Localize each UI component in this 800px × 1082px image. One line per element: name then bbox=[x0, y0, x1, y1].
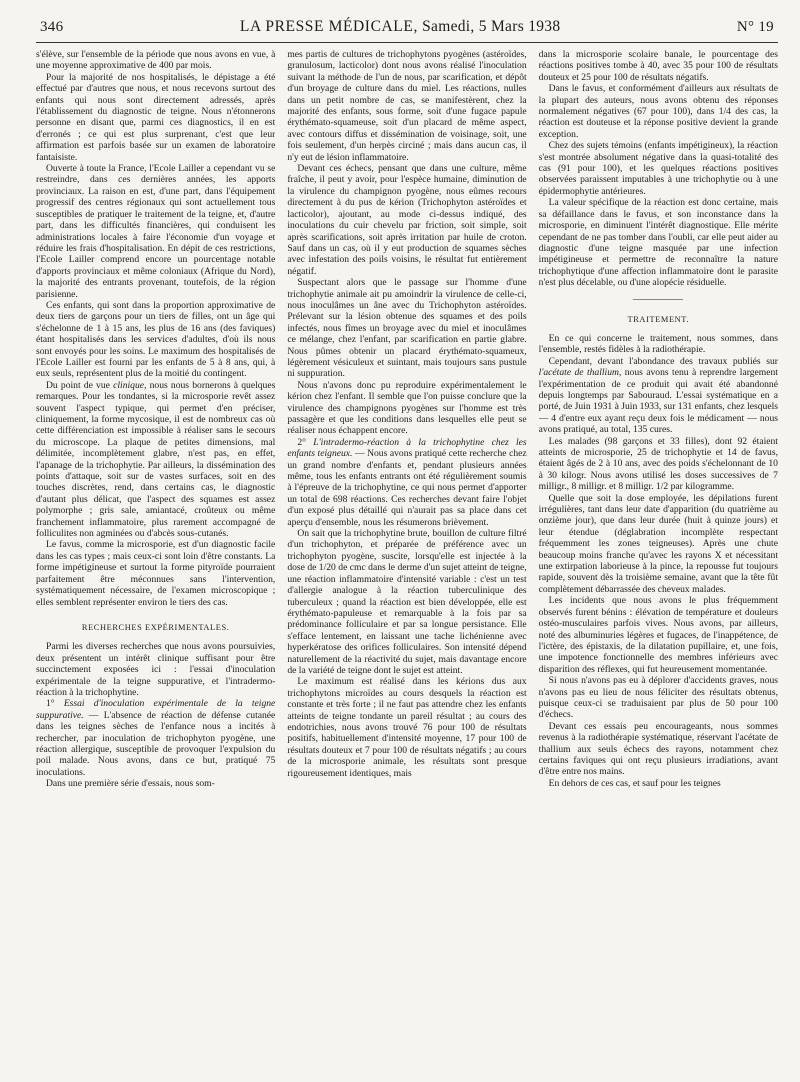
paragraph: On sait que la trichophytine brute, bouillon de culture filtré d'un trichophyton, et préparée de préférence avec un trichophyton pyogène, suscite, lorsqu'elle est injectée à la dose de 1/20 de cmc dans le derme d'un sujet atteint de teigne, une réaction inflammatoire d'intensité variable : c'est un test d'allergie analogue à la réaction tuberculinique des tuberculeux ; quand la réaction est bien développée, elle est érythémato-papuleuse et remarquable à la fois par sa prédominance folliculaire et par sa longue persistance. Elle s'efface lentement, en laissant une tache lichénienne avec hyperkératose des orifices folliculaires. Son intensité dépend naturellement de la réactivité du sujet, mais davantage encore de la variété de teigne dont le sujet est atteint. bbox=[287, 528, 527, 676]
item-number: 1° bbox=[46, 698, 64, 710]
paragraph: Chez des sujets témoins (enfants impétigineux), la réaction s'est montrée absolument négative dans la quasi-totalité des cas (91 pour 100), et les quelques réactions positives observées paraissent imputables à une trichophytie ou à une épidermophytie antérieures. bbox=[538, 140, 778, 197]
journal-title bbox=[240, 18, 561, 36]
paragraph: Les malades (98 garçons et 33 filles), dont 92 étaient atteints de microsporie, 25 de trichophytie et 14 de favus, étaient âgés de 2 à 10 ans, avec des poids s'échelonnant de 10 à 30 kilogr. Nous avons utilisé les doses successives de 7 milligr., 8 milligr. et 8 milligr. 1/2 par kilogramme. bbox=[538, 435, 778, 493]
item-number: 2° bbox=[297, 436, 314, 448]
paragraph: dans la microsporie scolaire banale, le pourcentage des réactions positives tombe à 40, avec 35 pour 100 de résultats douteux et 25 pour 100 de résultats négatifs. bbox=[538, 49, 778, 83]
paragraph: Pour la majorité de nos hospitalisés, le dépistage a été effectué par d'autres que nous, et nous recevons surtout des enfants qui nous sont directement adressés, après l'établissement du diagnostic de teigne. Nous n'étonnerons personne en disant que, parmi ces diagnostics, il en est d'erronés ; ce qui est plus surprenant, c'est que leur affirmation est parfois basée sur un examen de laboratoire fantaisiste. bbox=[36, 71, 276, 163]
paragraph: Devant ces essais peu encourageants, nous sommes revenus à la radiothérapie systématique, réservant l'acétate de thallium aux seuls échecs des rayons, notamment chez certains faviques qui ont reçu plusieurs irradiations, avant d'être entre nos mains. bbox=[538, 720, 778, 778]
paragraph: Le maximum est réalisé dans les kérions dus aux trichophytons microïdes au cours desquels la réaction est constante et très forte ; il ne faut pas attendre chez les enfants atteints de teigne tondante un pareil résultat ; au cours des endotrichies, nous avons trouvé 76 pour 100 de résultats positifs, habituellement d'intensité moyenne, 17 pour 100 de résultats douteux et 7 pour 100 de résultats négatifs ; au cours de la microsporie animale, les résultats sont presque rigoureusement identiques, mais bbox=[287, 676, 527, 779]
emphasis: clinique bbox=[113, 379, 145, 391]
paragraph: s'élève, sur l'ensemble de la période que nous avons en vue, à une moyenne approximative de 400 par mois. bbox=[36, 49, 276, 72]
issue-date: Samedi, 5 Mars 1938 bbox=[422, 18, 561, 35]
section-divider bbox=[633, 299, 683, 300]
issue-number: N° 19 bbox=[736, 19, 774, 35]
paragraph: Dans le favus, et conformément d'ailleurs aux résultats de la plupart des auteurs, nous avons obtenu des réponses normalement négatives (67 pour 100), dans 1/4 des cas, la réaction est douteuse et la réponse positive devient la grande exception. bbox=[538, 83, 778, 140]
subsection-title: L'intradermo-réaction à la trichophytine chez les enfants teigneux. bbox=[287, 436, 527, 460]
section-heading: RECHERCHES EXPÉRIMENTALES. bbox=[81, 622, 230, 632]
text-run: Du point de vue bbox=[46, 379, 114, 391]
page-header bbox=[36, 18, 778, 43]
paragraph: En ce qui concerne le traitement, nous sommes, dans l'ensemble, restés fidèles à la radiothérapie. bbox=[538, 332, 778, 356]
paragraph: Suspectant alors que le passage sur l'homme d'une trichophytie animale ait pu amoindrir la virulence de celle-ci, nous inoculâmes un âne avec du Trichophyton astéroïdes. Prélevant sur la lésion obtenue des squames et des poils infectés, nous fîmes un broyage avec du miel et inoculâmes ce mélange, chez l'enfant, par scarification en partie glabre. Nous pûmes obtenir un placard érythémato-squameux, légèrement vésiculeux et suintant, mais toujours sans pustule ni suppuration. bbox=[287, 277, 527, 380]
paragraph: Dans une première série d'essais, nous som- bbox=[46, 778, 215, 790]
subsection-title: Essai d'inoculation expérimentale de la teigne suppurative. bbox=[36, 698, 276, 721]
page-number: 346 bbox=[40, 19, 64, 35]
text-run: , nous nous bornerons à quelques remarques. Pour les tondantes, si la microsporie revêt assez souvent l'aspect typique, qui permet d'en préciser, cliniquement, la forme mycosique, il est de nombreux cas où cette différenciation est impossible à réaliser sans le secours du microscope. La plaque de petites dimensions, mal délimitée, incomplètement glabre, n'est pas, en effet, l'apanage de la trichophytie. Par ailleurs, la dissémination des points d'attaque, soit sur de vastes surfaces, soit en des touches discrètes, rend, dans certains cas, le diagnostic d'autant plus délicat, que l'aspect des squames est assez polymorphe ; gris sale, amiantacé, croûteux ou même franchement inflammatoire, plus rarement accompagné de folliculites non agminées ou d'abcès sous-cutanés. bbox=[36, 379, 276, 540]
paragraph: Le favus, comme la microsporie, est d'un diagnostic facile dans les cas types ; mais ceux-ci sont loin d'être constants. La forme impétigineuse et surtout la forme pityroïde pourraient parfaitement être méconnues sans l'intervention, systématiquement nécessaire, de l'examen microscopique ; elles semblent représenter environ le tiers des cas. bbox=[36, 539, 276, 608]
paragraph: mes partis de cultures de trichophytons pyogènes (astéroïdes, granulosum, lacticolor) dont nous avons réalisé l'inoculation suivant la méthode de l'un de nous, par scarification, et dépôt d'un broyage de culture dans du miel. Les réactions, nulles dans un petit nombre de cas, se manifestèrent, chez la majorité des enfants, sous forme, soit d'une fugace papule érythémato-squameuse, soit d'un placard de même aspect, avec contours diffus et dissémination de voisinage, soit, une fois seulement, d'un herpès circiné ; mais dans aucun cas, il n'y eut de lésion inflammatoire. bbox=[287, 49, 527, 163]
column-2 bbox=[287, 49, 526, 1079]
article-columns bbox=[36, 49, 778, 1079]
paragraph: La valeur spécifique de la réaction est donc certaine, mais sa défaillance dans le favus, et son inconstance dans la microsporie, en diminuent l'intérêt diagnostique. Elle mérite cependant de ne pas tomber dans l'oubli, car elle peut aider au diagnostic d'une teigne masquée par une infection impétigineuse et permettre de reconnaître la nature trichophytique d'une affection inflammatoire dont le parasite n'est plus décelable, ou d'une alopécie résiduelle. bbox=[538, 197, 778, 289]
paragraph: Nous n'avons donc pu reproduire expérimentalement le kérion chez l'enfant. Il semble que l'on puisse conclure que la virulence des champignons pyogènes sur l'homme est très passagère et que les conditions dans lesquelles elle peut se réaliser nous échappent encore. bbox=[287, 379, 527, 437]
journal-name: LA PRESSE MÉDICALE, bbox=[239, 18, 418, 35]
paragraph bbox=[36, 698, 275, 778]
column-3 bbox=[539, 49, 778, 1079]
paragraph bbox=[287, 437, 526, 528]
text-run: — Nous avons pratiqué cette recherche chez un grand nombre d'enfants et, pendant plusieurs années même, tous les enfants entrants ont été régulièrement soumis à l'épreuve de la trichophytine, ce qui nous permet d'apporter un total de 698 réactions. Ces recherches devant faire l'objet d'un exposé plus détaillé qui n'aurait pas sa place dans cet aperçu d'ensemble, nous les résumerons brièvement. bbox=[287, 448, 527, 528]
paragraph: Devant ces échecs, pensant que dans une culture, même fraîche, il peut y avoir, pour l'espèce humaine, diminution de la virulence du champignon pyogène, nous eûmes recours directement à du pus de kérion (Trichophyton astéroïdes et lacticolor), ajoutant, au mode ci-dessus indiqué, des inoculations du cuir chevelu par friction, soit simple, soit après scarifications, soit après irritation par huile de croton. Sauf dans un cas, où il y eut production de squames sèches avec infestation des poils voisins, le résultat fut entièrement négatif. bbox=[287, 163, 527, 277]
text-run: — L'absence de réaction de défense cutanée dans les teignes sèches de l'enfance nous a incités à rechercher, par inoculation de trichophyton pyogène, une réaction allergique, susceptible de provoquer l'expulsion du poil malade. Nous avons, dans ce but, pratiqué 75 inoculations. bbox=[36, 709, 276, 778]
paragraph: Les incidents que nous avons le plus fréquemment observés furent bénins : élévation de température et douleurs ostéo-musculaires parfois vives. Nous avons, par ailleurs, noté des albuminuries légères et fugaces, de l'inappétence, de l'ictère, des épistaxis, de la dilatation pupillaire, et, une fois, une impotence fonctionnelle des membres inférieurs avec disparition des réflexes, qui fut heureusement momentanée. bbox=[538, 595, 778, 675]
emphasis: l'acétate de thallium bbox=[538, 367, 619, 379]
section-heading: TRAITEMENT. bbox=[627, 314, 690, 324]
paragraph: Ouverte à toute la France, l'Ecole Lailler a cependant vu se restreindre, dans ces dernières années, les apports provinciaux. La raison en est, d'une part, dans l'équipement progressif des centres régionaux qui sont actuellement tous susceptibles de pratiquer le traitement de la teigne, et, d'autre part, dans les difficultés financières, qui conduisent les administrations locales à faire l'économie d'un voyage et réduire les frais d'hospitalisation. En dépit de ces restrictions, l'Ecole Lailler comprend encore un pourcentage notable d'apports provinciaux et même coloniaux (Afrique du Nord), la majorité des entrants provenant, toutefois, de la région parisienne. bbox=[36, 163, 276, 300]
paragraph: Quelle que soit la dose employée, les dépilations furent irrégulières, tant dans leur date d'apparition (du quatrième au onzième jour), que dans leur durée (huit à quinze jours) et leur étendue (déglabration incomplète respectant fréquemment les zones teigneuses). Après une chute beaucoup moins franche qu'avec les rayons X et nécessitant une extirpation laborieuse à la pince, la repousse fut toujours rapide, souvent dès la troisième semaine, avant que la tête fût complètement débarrassée des cheveux malades. bbox=[538, 492, 778, 595]
paragraph bbox=[539, 356, 778, 436]
text-run: , nous avons tenu à reprendre largement l'expérimentation de ce produit qui avait été abandonné depuis longtemps par Sabouraud. L'essai systématique en a porté, de Juin 1931 à Juin 1933, sur 131 enfants, chez lesquels — 4 d'entre eux ayant reçu deux fois le médicament — nous avons pratiqué, au total, 135 cures. bbox=[538, 367, 778, 436]
paragraph bbox=[36, 380, 275, 540]
paragraph: En dehors de ces cas, et sauf pour les teignes bbox=[548, 777, 721, 789]
paragraph: Parmi les diverses recherches que nous avons poursuivies, deux présentent un intérêt clinique suffisant pour être succinctement exposées ici : l'essai d'inoculation expérimentale de la teigne suppurative, et l'intradermo-réaction à la trichophytine. bbox=[36, 641, 276, 698]
column-1 bbox=[36, 49, 275, 1079]
paragraph: Si nous n'avons pas eu à déplorer d'accidents graves, nous n'avons pas eu lieu de nous féliciter des résultats obtenus, puisque ceux-ci se traduisaient par plus de 50 pour 100 d'échecs. bbox=[538, 675, 778, 721]
paragraph: Ces enfants, qui sont dans la proportion approximative de deux tiers de garçons pour un tiers de filles, ont un âge qui s'échelonne de 1 à 15 ans, les plus de 16 ans (des faviques) étant hospitalisés dans les services d'adultes, d'où ils nous sont envoyés pour les soins. Le maximum des hospitalisés de l'Ecole Lailler est fourni par les enfants de 5 à 8 ans, qui, à eux seuls, représentent plus de la moitié du contingent. bbox=[36, 299, 276, 380]
text-run: Cependant, devant l'abondance des travaux publiés sur bbox=[548, 355, 778, 367]
